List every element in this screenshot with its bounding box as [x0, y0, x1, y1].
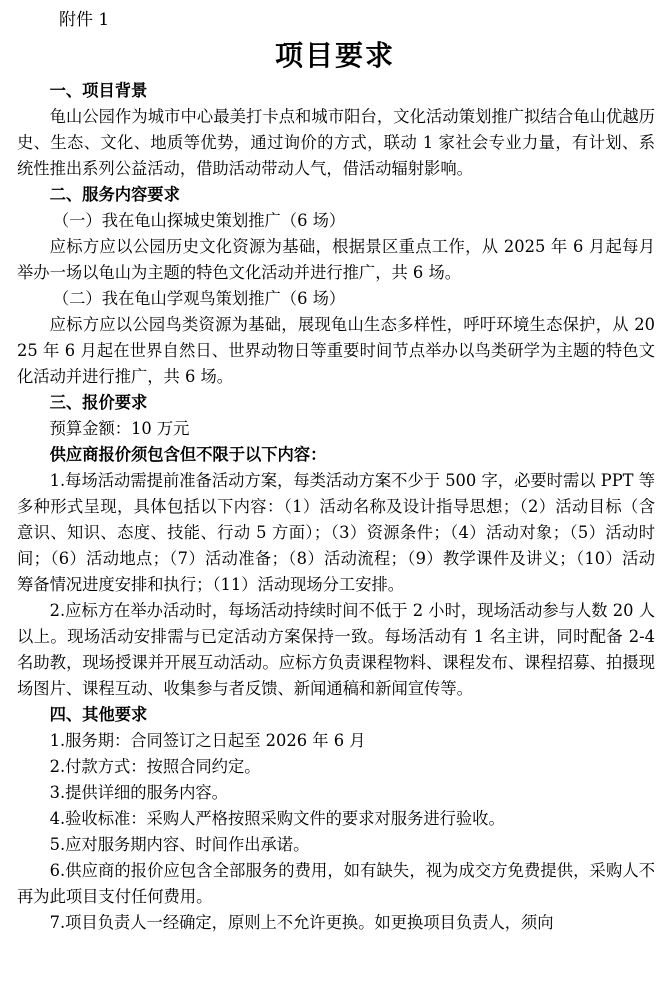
other-item: 5.应对服务期内容、时间作出承诺。 — [49, 835, 310, 854]
service-history-paragraph: 应标方应以公园历史文化资源为基础，根据景区重点工作，从 2025 年 6 月起每月举办一场以龟山为主题的特色文化活动并进行推广，共 6 场。 — [17, 237, 655, 282]
budget-amount: 预算金额：10 万元 — [49, 419, 190, 438]
service-subheading-history: （一）我在龟山探城史策划推广（6 场） — [52, 211, 346, 230]
attachment-label: 附件 1 — [59, 10, 110, 30]
section-heading-service: 二、服务内容要求 — [49, 185, 180, 204]
other-item: 3.提供详细的服务内容。 — [49, 783, 228, 802]
quote-item-2: 2.应标方在举办活动时，每场活动持续时间不低于 2 小时，现场活动参与人数 20 人以上。现场活动安排需与已定活动方案保持一致。每场活动有 1 名主讲，同时配备 2-4 名助教，现场授课并开展互动活动。应标方负责课程物料、课程发布、课程招募、拍摄现场图片、课程互动、收集参与者反馈、新闻通稿和新闻宣传等。 — [17, 601, 655, 698]
quote-item-1: 1.每场活动需提前准备活动方案，每类活动方案不少于 500 字，必要时需以 PPT 等多种形式呈现，具体包括以下内容：（1）活动名称及设计指导思想；（2）活动目标（含意识、知识、态度、技能、行动 5 方面）；（3）资源条件；（4）活动对象；（5）活动时间；（6）活动地点；（7）活动准备；（8）活动流程；（9）教学课件及讲义；（10）活动筹备情况进度安排和执行；（11）活动现场分工安排。 — [17, 471, 655, 594]
other-item: 2.付款方式：按照合同约定。 — [49, 757, 261, 776]
background-paragraph: 龟山公园作为城市中心最美打卡点和城市阳台，文化活动策划推广拟结合龟山优越历史、生态、文化、地质等优势，通过询价的方式，联动 1 家社会专业力量，有计划、系统性推出系列公益活动，借助活动带动人气，借活动辐射影响。 — [17, 107, 655, 178]
page-title: 项目要求 — [274, 39, 395, 72]
service-subheading-birds: （二）我在龟山学观鸟策划推广（6 场） — [52, 289, 346, 308]
section-heading-background: 一、项目背景 — [49, 81, 148, 100]
section-heading-quote: 三、报价要求 — [49, 393, 148, 412]
other-item: 1.服务期：合同签订之日起至 2026 年 6 月 — [49, 731, 366, 750]
service-birds-paragraph: 应标方应以公园鸟类资源为基础，展现龟山生态多样性，呼吁环境生态保护，从 2025 年 6 月起在世界自然日、世界动物日等重要时间节点举办以鸟类研学为主题的特色文化活动并进行推广，共 6 场。 — [17, 315, 655, 386]
other-item: 6.供应商的报价应包含全部服务的费用，如有缺失，视为成交方免费提供，采购人不再为此项目支付任何费用。 — [17, 861, 655, 906]
other-item: 7.项目负责人一经确定，原则上不允许更换。如更换项目负责人，须向 — [49, 913, 554, 932]
section-heading-other: 四、其他要求 — [49, 705, 148, 724]
document-body — [17, 78, 655, 936]
quote-lead: 供应商报价须包含但不限于以下内容： — [49, 445, 327, 464]
other-item: 4.验收标准：采购人严格按照采购文件的要求对服务进行验收。 — [49, 809, 505, 828]
